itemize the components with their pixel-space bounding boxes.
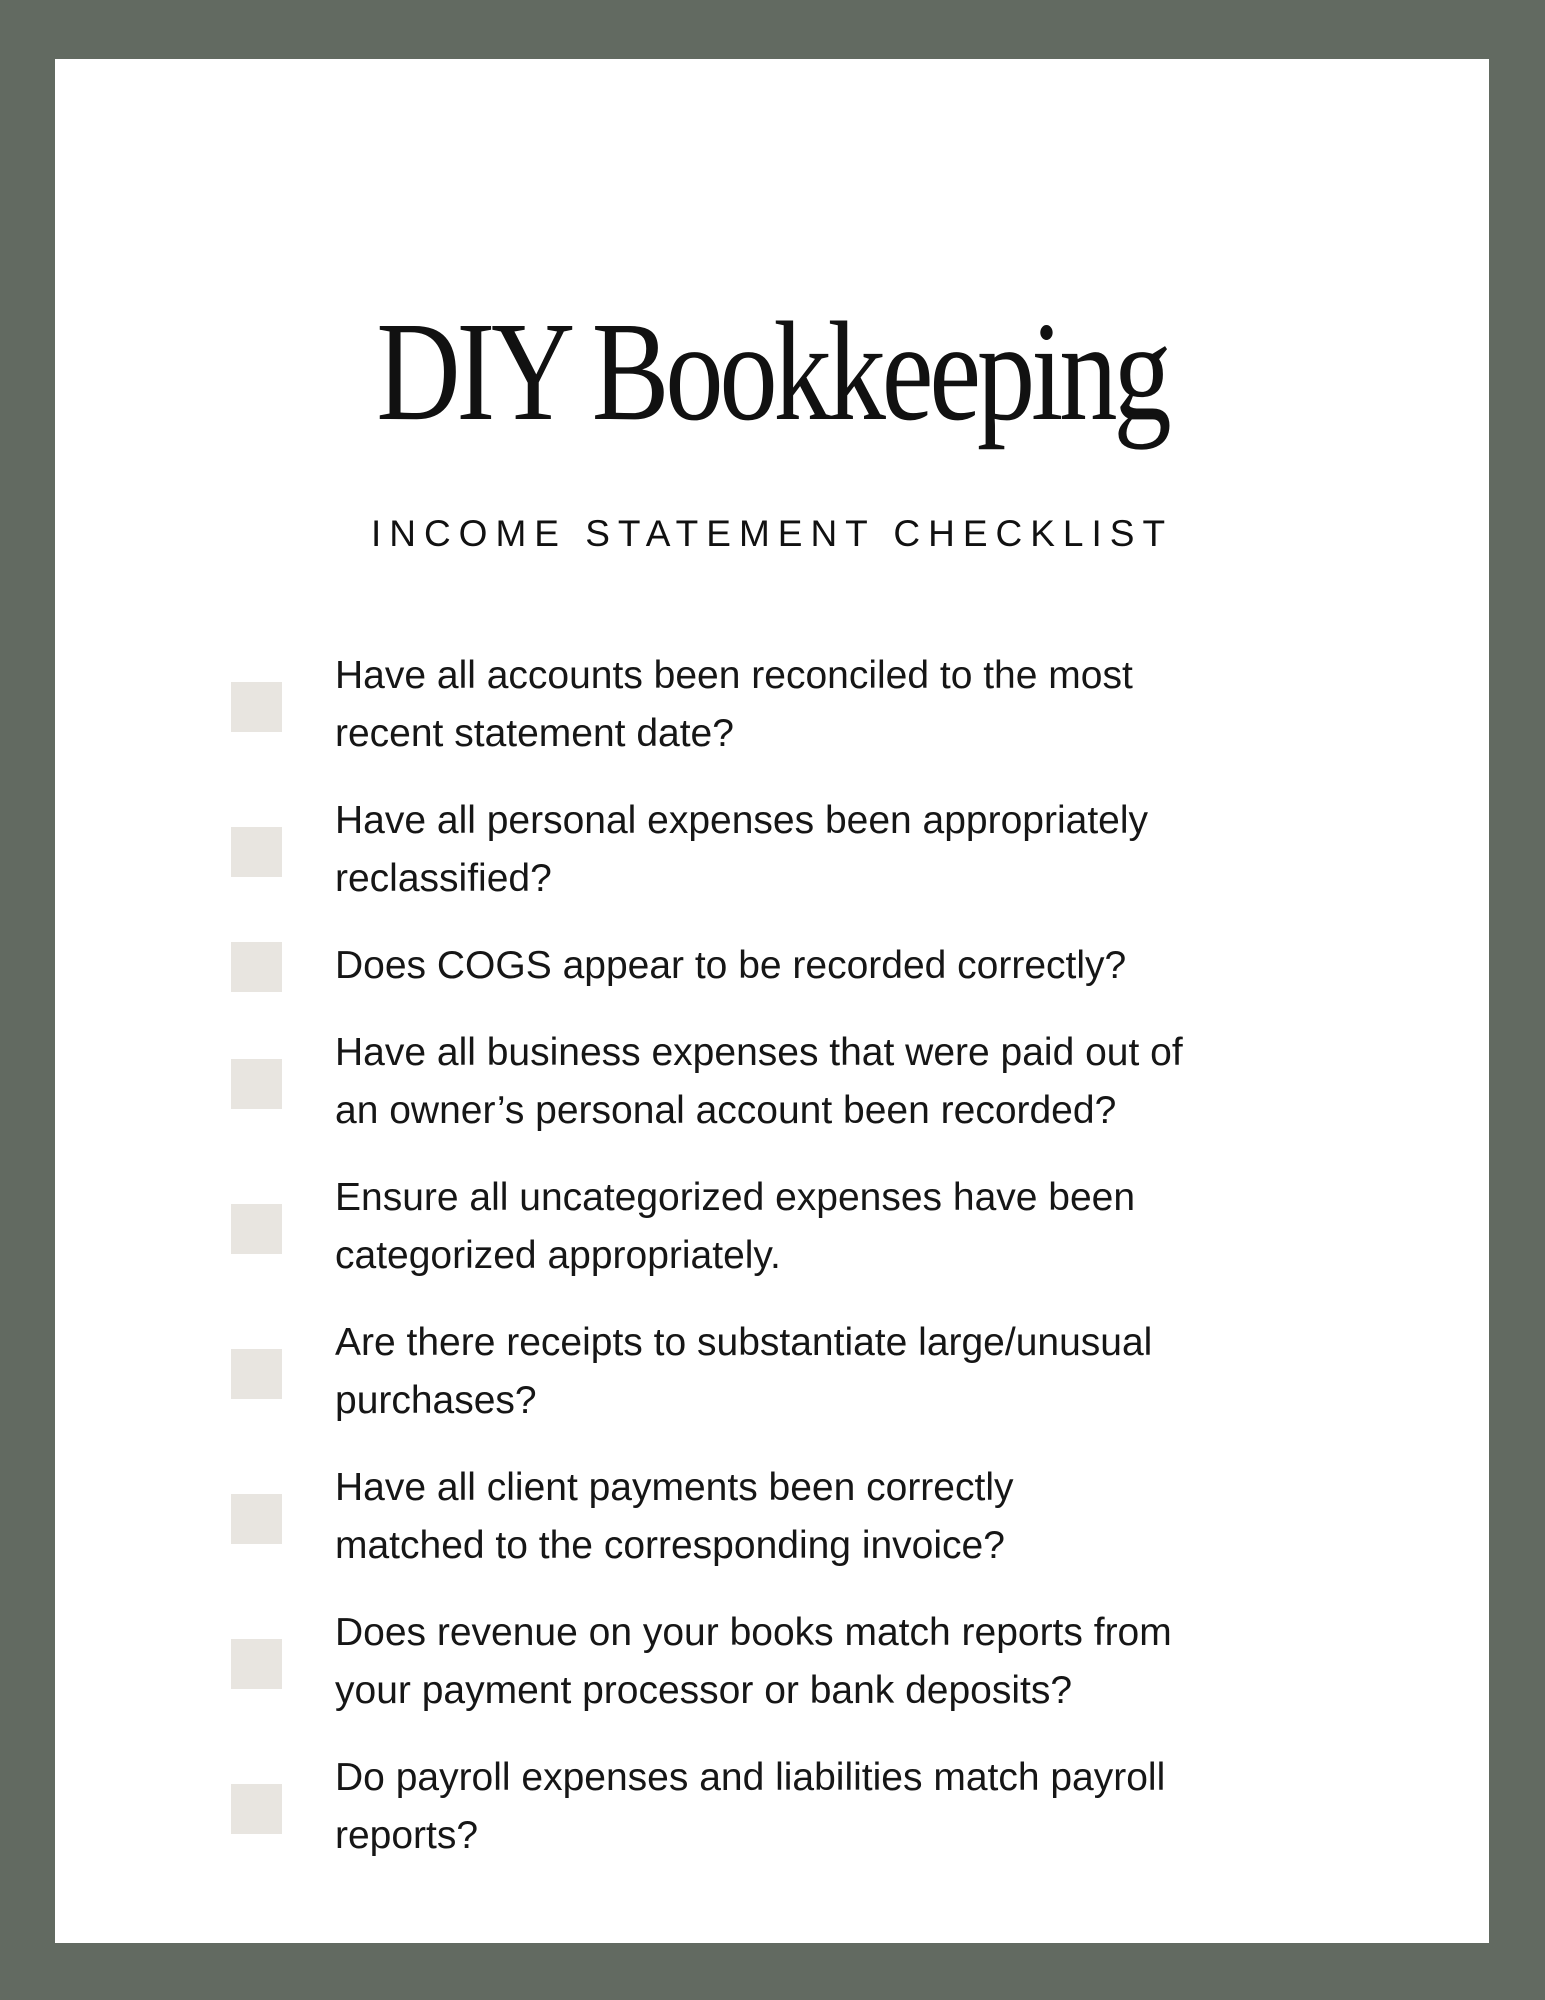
checklist-item (55, 1169, 1489, 1314)
checklist-page (55, 59, 1489, 1943)
checklist-item (55, 1604, 1489, 1749)
checklist-item-text: Have all accounts been reconciled to the most recent statement date? (335, 654, 1133, 755)
checklist-item-text: Ensure all uncategorized expenses have been categorized appropriately. (335, 1176, 1136, 1277)
checkbox[interactable] (231, 682, 282, 732)
checklist-item-text: Have all client payments been correctly matched to the corresponding invoice? (335, 1466, 1014, 1567)
checkbox[interactable] (231, 1784, 282, 1834)
checklist-item-text: Does COGS appear to be recorded correctly? (335, 944, 1127, 987)
checkbox[interactable] (231, 1349, 282, 1399)
checklist-item (55, 1024, 1489, 1169)
checkbox[interactable] (231, 1204, 282, 1254)
income-statement-checklist (55, 647, 1489, 1894)
checklist-item-text: Do payroll expenses and liabilities match payroll reports? (335, 1756, 1166, 1857)
page-subtitle: INCOME STATEMENT CHECKLIST (370, 513, 1174, 554)
checklist-item-text: Have all business expenses that were paid out of an owner’s personal account been recorded? (335, 1031, 1183, 1132)
checklist-item (55, 647, 1489, 792)
checkbox[interactable] (231, 1059, 282, 1109)
checkbox[interactable] (231, 827, 282, 877)
checkbox[interactable] (231, 942, 282, 992)
checklist-item-text: Have all personal expenses been appropriately reclassified? (335, 799, 1149, 900)
page-title: DIY Bookkeeping (376, 292, 1168, 450)
checklist-item (55, 1459, 1489, 1604)
checklist-item-text: Are there receipts to substantiate large/unusual purchases? (335, 1321, 1153, 1422)
checkbox[interactable] (231, 1494, 282, 1544)
checklist-item (55, 1749, 1489, 1894)
checklist-item (55, 937, 1489, 1024)
checklist-item (55, 792, 1489, 937)
checkbox[interactable] (231, 1639, 282, 1689)
checklist-item (55, 1314, 1489, 1459)
checklist-item-text: Does revenue on your books match reports from your payment processor or bank deposits? (335, 1611, 1172, 1712)
